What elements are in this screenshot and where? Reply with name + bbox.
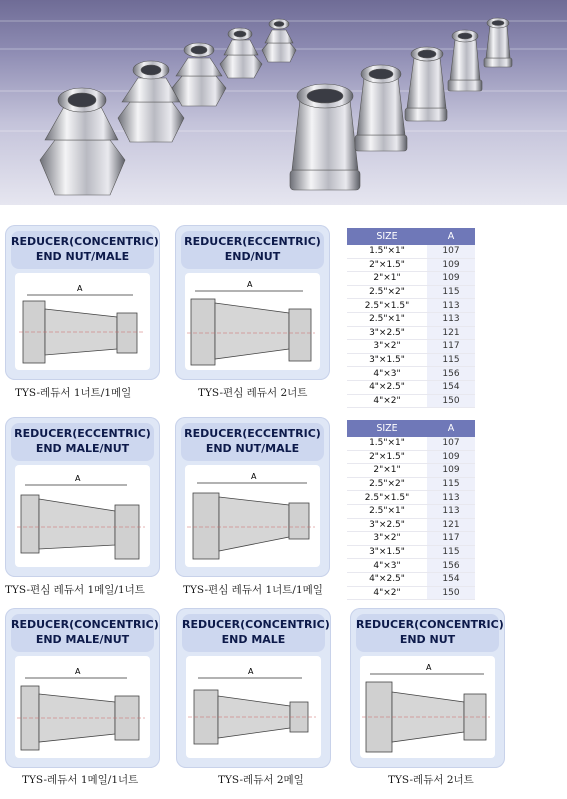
a-cell: 117 [427,532,475,546]
size-cell: 2.5"×2" [347,477,427,491]
card-title: REDUCER(ECCENTRIC) END NUT/MALE [181,423,324,461]
card-title: REDUCER(ECCENTRIC) END MALE/NUT [11,423,154,461]
a-cell: 109 [427,450,475,464]
a-cell: 156 [427,559,475,573]
table-row [347,559,475,573]
size-cell: 2.5"×1" [347,504,427,518]
dimension-label: A [75,667,81,676]
table-row [347,437,475,450]
table-row [347,312,475,326]
size-cell: 4"×2.5" [347,380,427,394]
caption: TYS-레듀서 1메일/1너트 [22,774,139,786]
size-cell: 4"×2" [347,586,427,600]
reducer-drawing [15,465,150,567]
size-table-2 [347,420,475,600]
table-row [347,285,475,299]
reducer-fittings-illustration [0,0,567,205]
card-title: REDUCER(CONCENTRIC) END NUT/MALE [11,231,154,269]
a-cell: 109 [427,272,475,286]
drawing-panel [185,465,320,567]
size-cell: 3"×2" [347,340,427,354]
size-cell: 2"×1.5" [347,450,427,464]
size-cell: 1.5"×1" [347,437,427,450]
dimension-label: A [426,663,432,672]
caption: TYS-편심 레듀서 2너트 [198,387,308,399]
table-row [347,572,475,586]
header-size: SIZE [347,228,427,245]
reducer-drawing [185,465,320,567]
a-cell: 117 [427,340,475,354]
table-row [347,518,475,532]
drawing-panel [360,656,495,758]
size-cell: 2"×1" [347,464,427,478]
reducer-drawing [186,656,321,758]
caption: TYS-편심 레듀서 1너트/1메일 [183,584,323,596]
size-cell: 4"×2" [347,394,427,408]
size-cell: 2.5"×1" [347,312,427,326]
size-table-1 [347,228,475,408]
card-reducer-eccentric-nut-male [175,417,330,577]
a-cell: 115 [427,545,475,559]
a-cell: 121 [427,518,475,532]
dimension-label: A [77,284,83,293]
a-cell: 113 [427,504,475,518]
header-a: A [427,228,475,245]
size-cell: 2"×1.5" [347,258,427,272]
a-cell: 115 [427,477,475,491]
caption: TYS-레듀서 2메일 [218,774,304,786]
size-cell: 3"×2.5" [347,518,427,532]
dimension-label: A [75,474,81,483]
caption: TYS-편심 레듀서 1메일/1너트 [5,584,145,596]
a-cell: 156 [427,367,475,381]
size-cell: 3"×2.5" [347,326,427,340]
table-row [347,380,475,394]
size-cell: 1.5"×1" [347,245,427,258]
product-photo [0,0,567,205]
a-cell: 154 [427,380,475,394]
card-reducer-concentric-nut-male [5,225,160,380]
size-cell: 4"×2.5" [347,572,427,586]
table-row [347,586,475,600]
card-reducer-concentric-end-nut [350,608,505,768]
size-cell: 2.5"×1.5" [347,299,427,313]
a-cell: 107 [427,245,475,258]
a-cell: 115 [427,285,475,299]
drawing-panel [15,656,150,758]
drawing-panel [185,273,320,370]
size-cell: 2.5"×1.5" [347,491,427,505]
caption: TYS-레듀서 1너트/1메일 [15,387,132,399]
card-title: REDUCER(ECCENTRIC) END/NUT [181,231,324,269]
table-row [347,491,475,505]
reducer-drawing [15,656,150,758]
reducer-drawing [185,273,320,370]
table-row [347,367,475,381]
size-cell: 2.5"×2" [347,285,427,299]
drawing-panel [186,656,321,758]
table-row [347,272,475,286]
reducer-drawing [15,273,150,370]
table-row [347,245,475,258]
table-row [347,545,475,559]
a-cell: 109 [427,464,475,478]
a-cell: 150 [427,586,475,600]
dimension-label: A [251,472,257,481]
a-cell: 109 [427,258,475,272]
a-cell: 113 [427,312,475,326]
header-a: A [427,420,475,437]
table-row [347,326,475,340]
card-reducer-concentric-male-nut [5,608,160,768]
reducer-drawing [360,656,495,758]
table-row [347,353,475,367]
card-reducer-eccentric-male-nut [5,417,160,577]
dimension-label: A [248,667,254,676]
card-title: REDUCER(CONCENTRIC) END NUT [356,614,499,652]
table-row [347,504,475,518]
table-row [347,464,475,478]
a-cell: 107 [427,437,475,450]
a-cell: 150 [427,394,475,408]
card-title: REDUCER(CONCENTRIC) END MALE [182,614,325,652]
size-cell: 3"×1.5" [347,353,427,367]
caption: TYS-레듀서 2너트 [388,774,474,786]
header-size: SIZE [347,420,427,437]
card-title: REDUCER(CONCENTRIC) END MALE/NUT [11,614,154,652]
table-row [347,258,475,272]
a-cell: 154 [427,572,475,586]
a-cell: 121 [427,326,475,340]
table-row [347,299,475,313]
drawing-panel [15,465,150,567]
table-row [347,340,475,354]
table-row [347,450,475,464]
a-cell: 113 [427,491,475,505]
card-reducer-eccentric-end-nut [175,225,330,380]
table-row [347,394,475,408]
table-row [347,532,475,546]
dimension-label: A [247,280,253,289]
size-cell: 3"×1.5" [347,545,427,559]
drawing-panel [15,273,150,370]
size-cell: 2"×1" [347,272,427,286]
a-cell: 113 [427,299,475,313]
card-reducer-concentric-end-male [176,608,331,768]
a-cell: 115 [427,353,475,367]
size-cell: 3"×2" [347,532,427,546]
size-cell: 4"×3" [347,559,427,573]
size-cell: 4"×3" [347,367,427,381]
table-row [347,477,475,491]
